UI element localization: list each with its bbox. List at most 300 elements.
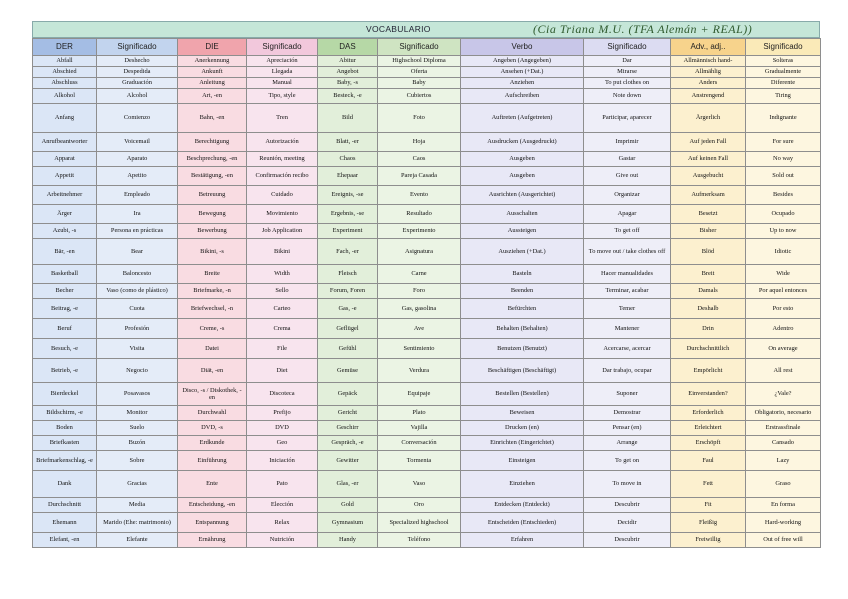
table-row (33, 133, 821, 152)
cell-die-meaning: Manual (247, 78, 318, 89)
cell-das-noun: Gas, -e (318, 299, 378, 319)
vocabulary-table (32, 38, 821, 548)
cell-verb-meaning: Pensar (en) (584, 421, 671, 436)
cell-die-meaning: Apreciación (247, 56, 318, 67)
cell-adv-adj-meaning: Solteras (746, 56, 821, 67)
table-row (33, 299, 821, 319)
cell-der-noun: Bildschirm, -e (33, 406, 97, 421)
cell-das-noun: Experiment (318, 224, 378, 239)
cell-adv-adj: Allmännisch hand- (671, 56, 746, 67)
cell-adv-adj: Anders (671, 78, 746, 89)
cell-das-noun: Fach, -er (318, 239, 378, 265)
cell-adv-adj: Einverstanden? (671, 383, 746, 406)
table-row (33, 319, 821, 339)
cell-der-meaning: Alcohol (97, 89, 178, 104)
cell-der-meaning: Graduación (97, 78, 178, 89)
cell-adv-adj: Fett (671, 471, 746, 498)
cell-die-noun: Entscheidung, -en (178, 498, 247, 513)
header-significado-der: Significado (97, 39, 178, 56)
cell-die-noun: Diät, -en (178, 359, 247, 383)
header-significado-die: Significado (247, 39, 318, 56)
cell-verb: Entscheiden (Entschieden) (461, 513, 584, 533)
cell-die-noun: Bestätigung, -en (178, 167, 247, 186)
cell-verb-meaning: Note down (584, 89, 671, 104)
cell-der-meaning: Baloncesto (97, 265, 178, 284)
cell-adv-adj: Blöd (671, 239, 746, 265)
cell-verb: Einziehen (461, 471, 584, 498)
cell-verb: Ausrichten (Ausgerichtet) (461, 186, 584, 205)
table-row (33, 471, 821, 498)
cell-das-meaning: Baby (378, 78, 461, 89)
cell-verb: Beweisen (461, 406, 584, 421)
cell-adv-adj-meaning: Erstrassfinale (746, 421, 821, 436)
cell-der-meaning: Bear (97, 239, 178, 265)
cell-verb-meaning: Suponer (584, 383, 671, 406)
cell-verb-meaning: Mantener (584, 319, 671, 339)
cell-das-noun: Bild (318, 104, 378, 133)
table-row (33, 167, 821, 186)
table-row (33, 421, 821, 436)
table-row (33, 239, 821, 265)
cell-adv-adj-meaning: Ocupado (746, 205, 821, 224)
cell-adv-adj-meaning: Hard-working (746, 513, 821, 533)
cell-adv-adj: Freiwillig (671, 533, 746, 548)
cell-das-noun: Ergebnis, -se (318, 205, 378, 224)
cell-der-noun: Appetit (33, 167, 97, 186)
cell-das-noun: Gericht (318, 406, 378, 421)
cell-der-noun: Bierdeckel (33, 383, 97, 406)
cell-adv-adj-meaning: Indignante (746, 104, 821, 133)
cell-das-meaning: Resultado (378, 205, 461, 224)
cell-verb: Ausziehen (+Dat.) (461, 239, 584, 265)
cell-verb-meaning: Decidir (584, 513, 671, 533)
table-row (33, 186, 821, 205)
cell-verb: Ausschalten (461, 205, 584, 224)
cell-die-meaning: DVD (247, 421, 318, 436)
cell-adv-adj: Besetzt (671, 205, 746, 224)
cell-der-noun: Abfall (33, 56, 97, 67)
cell-adv-adj: Empörlicht (671, 359, 746, 383)
cell-die-meaning: Tren (247, 104, 318, 133)
cell-die-noun: Bahn, -en (178, 104, 247, 133)
cell-adv-adj: Faul (671, 451, 746, 471)
cell-der-noun: Anfang (33, 104, 97, 133)
cell-adv-adj: Auf keinen Fall (671, 152, 746, 167)
table-row (33, 78, 821, 89)
cell-verb-meaning: Descubrir (584, 498, 671, 513)
cell-der-meaning: Gracias (97, 471, 178, 498)
header-adv-adj: Adv., adj.. (671, 39, 746, 56)
cell-adv-adj-meaning: No way (746, 152, 821, 167)
cell-adv-adj: Ärgerlich (671, 104, 746, 133)
cell-verb: Aufschreiben (461, 89, 584, 104)
cell-adv-adj-meaning: Sold out (746, 167, 821, 186)
cell-das-noun: Glas, -er (318, 471, 378, 498)
cell-verb: Beenden (461, 284, 584, 299)
cell-der-meaning: Sobre (97, 451, 178, 471)
cell-verb-meaning: Arrange (584, 436, 671, 451)
cell-das-meaning: Pareja Casada (378, 167, 461, 186)
cell-adv-adj: Anstrengend (671, 89, 746, 104)
cell-die-noun: Ente (178, 471, 247, 498)
cell-die-noun: Breite (178, 265, 247, 284)
cell-adv-adj-meaning: ¿Vale? (746, 383, 821, 406)
cell-die-noun: Durchwahl (178, 406, 247, 421)
cell-verb-meaning: Apagar (584, 205, 671, 224)
vocabulary-sheet (32, 21, 820, 548)
cell-die-noun: Beschprechung, -en (178, 152, 247, 167)
cell-die-meaning: Elección (247, 498, 318, 513)
cell-der-noun: Besuch, -e (33, 339, 97, 359)
cell-das-noun: Gymnasium (318, 513, 378, 533)
table-row (33, 513, 821, 533)
cell-der-noun: Alkohol (33, 89, 97, 104)
cell-adv-adj-meaning: Wide (746, 265, 821, 284)
cell-die-noun: Disco, -s / Diskothek, -en (178, 383, 247, 406)
cell-der-meaning: Monitor (97, 406, 178, 421)
cell-der-meaning: Voicemail (97, 133, 178, 152)
cell-verb: Anziehen (461, 78, 584, 89)
cell-das-noun: Baby, -s (318, 78, 378, 89)
cell-die-noun: DVD, -s (178, 421, 247, 436)
cell-die-meaning: Llegada (247, 67, 318, 78)
cell-der-meaning: Persona en prácticas (97, 224, 178, 239)
cell-das-meaning: Vajilla (378, 421, 461, 436)
cell-verb-meaning: Hacer manualidades (584, 265, 671, 284)
cell-der-meaning: Posavasos (97, 383, 178, 406)
cell-die-meaning: Discoteca (247, 383, 318, 406)
cell-adv-adj: Erschöpft (671, 436, 746, 451)
cell-die-noun: Bewegung (178, 205, 247, 224)
cell-adv-adj: Fleißig (671, 513, 746, 533)
header-die: DIE (178, 39, 247, 56)
cell-die-noun: Creme, -s (178, 319, 247, 339)
cell-der-meaning: Comienzo (97, 104, 178, 133)
cell-der-noun: Briefmarkenschlag, -e (33, 451, 97, 471)
cell-die-meaning: Nutrición (247, 533, 318, 548)
cell-adv-adj: Erleichtert (671, 421, 746, 436)
cell-der-noun: Elefant, -en (33, 533, 97, 548)
cell-adv-adj-meaning: For sure (746, 133, 821, 152)
cell-der-meaning: Profesión (97, 319, 178, 339)
cell-adv-adj-meaning: Obligatorio, necesario (746, 406, 821, 421)
cell-die-noun: Entspannung (178, 513, 247, 533)
cell-der-noun: Dank (33, 471, 97, 498)
table-row (33, 359, 821, 383)
table-body (33, 56, 821, 548)
header-significado-verbo: Significado (584, 39, 671, 56)
cell-adv-adj: Auf jeden Fall (671, 133, 746, 152)
cell-verb-meaning: To put clothes on (584, 78, 671, 89)
cell-die-meaning: Crema (247, 319, 318, 339)
cell-adv-adj-meaning: Gradualmente (746, 67, 821, 78)
cell-verb-meaning: Mirarse (584, 67, 671, 78)
cell-der-noun: Betrieb, -e (33, 359, 97, 383)
cell-die-meaning: Confirmación recibo (247, 167, 318, 186)
cell-verb-meaning: Temer (584, 299, 671, 319)
cell-adv-adj-meaning: All rest (746, 359, 821, 383)
table-row (33, 284, 821, 299)
cell-das-noun: Gemüse (318, 359, 378, 383)
cell-das-noun: Ereignis, -se (318, 186, 378, 205)
cell-adv-adj-meaning: Tiring (746, 89, 821, 104)
cell-adv-adj-meaning: Cansado (746, 436, 821, 451)
cell-das-noun: Geschirr (318, 421, 378, 436)
cell-verb-meaning: Descubrir (584, 533, 671, 548)
cell-der-noun: Abschied (33, 67, 97, 78)
cell-das-noun: Fleisch (318, 265, 378, 284)
cell-verb: Ausgeben (461, 167, 584, 186)
cell-adv-adj-meaning: Lazy (746, 451, 821, 471)
cell-die-meaning: Iniciación (247, 451, 318, 471)
cell-adv-adj: Deshalb (671, 299, 746, 319)
cell-adv-adj-meaning: Adentro (746, 319, 821, 339)
cell-adv-adj-meaning: Por aquel entonces (746, 284, 821, 299)
cell-die-meaning: Bikini (247, 239, 318, 265)
cell-die-noun: Ankunft (178, 67, 247, 78)
cell-die-noun: Briefwechsel, -n (178, 299, 247, 319)
cell-der-noun: Anrufbeantworter (33, 133, 97, 152)
cell-das-meaning: Foto (378, 104, 461, 133)
cell-verb: Ausdrucken (Ausgedruckt) (461, 133, 584, 152)
cell-verb-meaning: Organizar (584, 186, 671, 205)
cell-der-noun: Apparat (33, 152, 97, 167)
cell-adv-adj: Breit (671, 265, 746, 284)
table-row (33, 67, 821, 78)
cell-das-meaning: Foro (378, 284, 461, 299)
cell-das-noun: Besteck, -e (318, 89, 378, 104)
cell-die-noun: Datei (178, 339, 247, 359)
cell-das-meaning: Experimento (378, 224, 461, 239)
cell-die-meaning: Autorización (247, 133, 318, 152)
cell-adv-adj: Drin (671, 319, 746, 339)
cell-das-meaning: Verdura (378, 359, 461, 383)
cell-die-meaning: Relax (247, 513, 318, 533)
cell-die-noun: Erdkunde (178, 436, 247, 451)
table-row (33, 56, 821, 67)
header-verbo: Verbo (461, 39, 584, 56)
table-row (33, 265, 821, 284)
cell-verb-meaning: Gastar (584, 152, 671, 167)
cell-die-meaning: Diet (247, 359, 318, 383)
header-der: DER (33, 39, 97, 56)
cell-verb: Auftreten (Aufgetreten) (461, 104, 584, 133)
cell-das-meaning: Conversación (378, 436, 461, 451)
cell-verb: Aussteigen (461, 224, 584, 239)
cell-adv-adj-meaning: Por esto (746, 299, 821, 319)
cell-die-meaning: Cuidado (247, 186, 318, 205)
cell-adv-adj: Aufmerksam (671, 186, 746, 205)
cell-das-noun: Gewitter (318, 451, 378, 471)
cell-das-noun: Gold (318, 498, 378, 513)
cell-adv-adj-meaning: Out of free will (746, 533, 821, 548)
cell-der-meaning: Vaso (como de plástico) (97, 284, 178, 299)
cell-der-noun: Durchschnitt (33, 498, 97, 513)
cell-die-noun: Einführung (178, 451, 247, 471)
cell-der-meaning: Marido (Ehe: matrimonio) (97, 513, 178, 533)
cell-das-noun: Abitur (318, 56, 378, 67)
cell-die-noun: Betreuung (178, 186, 247, 205)
cell-verb: Behalten (Behalten) (461, 319, 584, 339)
cell-verb: Benutzen (Benutzt) (461, 339, 584, 359)
cell-das-meaning: Tormenta (378, 451, 461, 471)
cell-das-noun: Gefühl (318, 339, 378, 359)
cell-der-meaning: Aparato (97, 152, 178, 167)
cell-die-meaning: Width (247, 265, 318, 284)
cell-der-noun: Arbeitnehmer (33, 186, 97, 205)
cell-verb-meaning: Imprimir (584, 133, 671, 152)
table-row (33, 104, 821, 133)
cell-adv-adj: Ausgebucht (671, 167, 746, 186)
table-row (33, 339, 821, 359)
cell-die-noun: Anerkennung (178, 56, 247, 67)
cell-das-noun: Chaos (318, 152, 378, 167)
header-das: DAS (318, 39, 378, 56)
cell-die-meaning: Movimiento (247, 205, 318, 224)
cell-die-noun: Bewerbung (178, 224, 247, 239)
cell-verb: Entdecken (Entdeckt) (461, 498, 584, 513)
cell-adv-adj: Allmählig (671, 67, 746, 78)
cell-das-meaning: Specialized highschool (378, 513, 461, 533)
cell-das-meaning: Carne (378, 265, 461, 284)
header-significado-adv: Significado (746, 39, 821, 56)
cell-verb-meaning: Demostrar (584, 406, 671, 421)
cell-das-meaning: Caos (378, 152, 461, 167)
title-bar (32, 21, 820, 38)
cell-die-meaning: Pato (247, 471, 318, 498)
cell-die-noun: Ernährung (178, 533, 247, 548)
cell-das-noun: Forum, Foren (318, 284, 378, 299)
cell-verb-meaning: Acercarse, acercar (584, 339, 671, 359)
cell-die-noun: Berechtigung (178, 133, 247, 152)
cell-verb-meaning: Dar trabajo, ocupar (584, 359, 671, 383)
cell-adv-adj: Bisher (671, 224, 746, 239)
table-row (33, 205, 821, 224)
cell-die-meaning: Tipo, style (247, 89, 318, 104)
cell-adv-adj-meaning: Up to now (746, 224, 821, 239)
cell-das-meaning: Highschool Diploma (378, 56, 461, 67)
cell-verb-meaning: To move out / take clothes off (584, 239, 671, 265)
handwritten-note: (Cia Triana M.U. (TFA Alemán + REAL)) (533, 22, 753, 36)
cell-der-meaning: Negocio (97, 359, 178, 383)
cell-das-meaning: Ave (378, 319, 461, 339)
cell-der-meaning: Apetito (97, 167, 178, 186)
cell-die-meaning: File (247, 339, 318, 359)
cell-adv-adj-meaning: Diferente (746, 78, 821, 89)
cell-das-noun: Ehepaar (318, 167, 378, 186)
cell-das-meaning: Oro (378, 498, 461, 513)
cell-die-noun: Art, -en (178, 89, 247, 104)
cell-verb: Beschäftigen (Beschäftigt) (461, 359, 584, 383)
cell-das-meaning: Cubiertos (378, 89, 461, 104)
cell-das-noun: Gespräch, -e (318, 436, 378, 451)
cell-der-noun: Azubi, -s (33, 224, 97, 239)
cell-das-meaning: Hoja (378, 133, 461, 152)
cell-das-meaning: Vaso (378, 471, 461, 498)
cell-verb: Einrichten (Eingerichtet) (461, 436, 584, 451)
cell-der-noun: Ärger (33, 205, 97, 224)
cell-der-meaning: Ira (97, 205, 178, 224)
cell-der-noun: Becher (33, 284, 97, 299)
cell-das-meaning: Oferta (378, 67, 461, 78)
cell-die-noun: Anleitung (178, 78, 247, 89)
table-row (33, 383, 821, 406)
cell-adv-adj: Damals (671, 284, 746, 299)
cell-das-noun: Blatt, -er (318, 133, 378, 152)
cell-das-meaning: Plato (378, 406, 461, 421)
table-row (33, 533, 821, 548)
cell-adv-adj: Erforderlich (671, 406, 746, 421)
cell-das-noun: Handy (318, 533, 378, 548)
cell-die-meaning: Job Application (247, 224, 318, 239)
cell-das-noun: Angebot (318, 67, 378, 78)
cell-adv-adj: Fit (671, 498, 746, 513)
cell-verb: Basteln (461, 265, 584, 284)
cell-der-meaning: Cuota (97, 299, 178, 319)
cell-verb-meaning: Dar (584, 56, 671, 67)
cell-der-meaning: Despedida (97, 67, 178, 78)
cell-der-meaning: Media (97, 498, 178, 513)
cell-der-noun: Bär, -en (33, 239, 97, 265)
cell-verb-meaning: Give out (584, 167, 671, 186)
cell-die-meaning: Sello (247, 284, 318, 299)
cell-der-noun: Beruf (33, 319, 97, 339)
cell-adv-adj-meaning: On average (746, 339, 821, 359)
header-significado-das: Significado (378, 39, 461, 56)
cell-die-meaning: Geo (247, 436, 318, 451)
cell-verb: Drucken (en) (461, 421, 584, 436)
table-row (33, 152, 821, 167)
cell-verb: Einsteigen (461, 451, 584, 471)
cell-adv-adj: Durchschnittlich (671, 339, 746, 359)
cell-verb: Erfahren (461, 533, 584, 548)
cell-der-noun: Ehemann (33, 513, 97, 533)
cell-das-meaning: Asignatura (378, 239, 461, 265)
cell-das-meaning: Equipaje (378, 383, 461, 406)
cell-der-meaning: Elefante (97, 533, 178, 548)
cell-der-meaning: Buzón (97, 436, 178, 451)
cell-der-noun: Boden (33, 421, 97, 436)
table-row (33, 451, 821, 471)
cell-die-meaning: Reunión, meeting (247, 152, 318, 167)
cell-adv-adj-meaning: En forma (746, 498, 821, 513)
cell-verb-meaning: To move in (584, 471, 671, 498)
cell-das-meaning: Evento (378, 186, 461, 205)
cell-die-meaning: Prefijo (247, 406, 318, 421)
cell-verb: Ansehen (+Dat.) (461, 67, 584, 78)
cell-der-noun: Briefkasten (33, 436, 97, 451)
sheet-title: VOCABULARIO (366, 24, 431, 34)
cell-das-noun: Gepäck (318, 383, 378, 406)
cell-verb-meaning: Participar, aparecer (584, 104, 671, 133)
cell-adv-adj-meaning: Graso (746, 471, 821, 498)
table-row (33, 89, 821, 104)
cell-adv-adj-meaning: Besides (746, 186, 821, 205)
cell-das-meaning: Teléfono (378, 533, 461, 548)
table-row (33, 498, 821, 513)
cell-der-meaning: Visita (97, 339, 178, 359)
table-row (33, 406, 821, 421)
header-row (33, 39, 821, 56)
cell-verb: Angeben (Angegeben) (461, 56, 584, 67)
cell-das-meaning: Sentimiento (378, 339, 461, 359)
cell-verb: Bestellen (Bestellen) (461, 383, 584, 406)
cell-das-meaning: Gas, gasolina (378, 299, 461, 319)
cell-der-noun: Abschluss (33, 78, 97, 89)
cell-der-noun: Basketball (33, 265, 97, 284)
cell-verb: Befürchten (461, 299, 584, 319)
cell-verb-meaning: Terminar, acabar (584, 284, 671, 299)
